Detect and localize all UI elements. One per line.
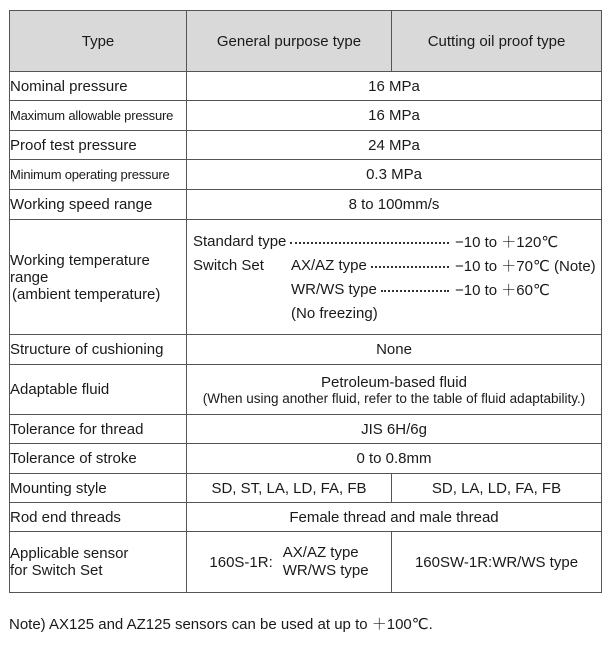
- sensor-general: [187, 532, 392, 593]
- temperature-label-line2: range: [10, 268, 49, 286]
- row-label: Maximum allowable pressure: [10, 101, 187, 131]
- row-value: 24 MPa: [187, 131, 602, 160]
- sensor-label: [10, 532, 187, 593]
- row-value: 16 MPa: [187, 72, 602, 101]
- sensor-general-block: [187, 544, 391, 580]
- table-row: [10, 160, 602, 190]
- mounting-cutting: SD, LA, LD, FA, FB: [392, 474, 602, 503]
- row-label: Proof test pressure: [10, 131, 187, 160]
- sensor-type-wrws: WR/WS type: [282, 562, 369, 579]
- header-general: General purpose type: [187, 11, 392, 72]
- row-value: JIS 6H/6g: [187, 415, 602, 444]
- row-label: Nominal pressure: [10, 72, 187, 101]
- row-value: 0 to 0.8mm: [187, 444, 602, 474]
- table-row: [10, 415, 602, 444]
- temperature-axaz: [193, 253, 601, 277]
- no-freezing: (No freezing): [291, 304, 378, 322]
- table-row: [10, 190, 602, 220]
- temperature-block: [187, 229, 601, 325]
- table-row: [10, 532, 602, 593]
- mounting-general: SD, ST, LA, LD, FA, FB: [187, 474, 392, 503]
- table-row: [10, 503, 602, 532]
- temperature-label-line3: (ambient temperature): [12, 285, 161, 303]
- leader-dots: [290, 242, 449, 244]
- sensor-types: [283, 544, 369, 580]
- sensor-type-axaz: AX/AZ type: [282, 544, 359, 561]
- sensor-label-line2: for Switch Set: [10, 562, 103, 579]
- fluid-value-line2: (When using another fluid, refer to the table of fluid adaptability.): [202, 390, 586, 406]
- temperature-freezing: [193, 301, 601, 325]
- sensor-cutting: 160SW-1R:WR/WS type: [392, 532, 602, 593]
- row-label: Tolerance of stroke: [10, 444, 187, 474]
- header-row: [10, 11, 602, 72]
- standard-value: −10 to ＋120℃: [455, 233, 559, 251]
- table-row: [10, 444, 602, 474]
- table-row: [10, 72, 602, 101]
- wrws-value: −10 to ＋60℃: [455, 281, 550, 299]
- temperature-standard: [193, 229, 601, 253]
- axaz-value: −10 to ＋70℃ (Note): [455, 257, 596, 275]
- leader-dots: [381, 290, 449, 292]
- axaz-label: AX/AZ type: [291, 256, 367, 274]
- temperature-label-line1: Working temperature: [10, 251, 150, 269]
- table-row: [10, 365, 602, 415]
- row-value: Female thread and male thread: [187, 503, 602, 532]
- switch-label: Switch Set: [193, 256, 264, 274]
- row-label: Adaptable fluid: [10, 365, 187, 415]
- header-cutting: Cutting oil proof type: [392, 11, 602, 72]
- row-label: Working speed range: [10, 190, 187, 220]
- table-row: [10, 101, 602, 131]
- fluid-value: [187, 365, 602, 415]
- wrws-label: WR/WS type: [291, 280, 377, 298]
- table-row: [10, 220, 602, 335]
- row-label: Tolerance for thread: [10, 415, 187, 444]
- row-value: None: [187, 335, 602, 365]
- sensor-model: 160S-1R:: [209, 553, 273, 571]
- temperature-wrws: [193, 277, 601, 301]
- header-type: Type: [10, 11, 187, 72]
- row-value: 8 to 100mm/s: [187, 190, 602, 220]
- row-label: Structure of cushioning: [10, 335, 187, 365]
- footnote: Note) AX125 and AZ125 sensors can be used at up to ＋100℃.: [9, 616, 433, 633]
- fluid-value-line1: Petroleum-based fluid: [321, 373, 467, 391]
- table-row: [10, 335, 602, 365]
- row-label: Mounting style: [10, 474, 187, 503]
- row-label: Minimum operating pressure: [10, 160, 187, 190]
- temperature-label: [10, 220, 187, 335]
- leader-dots: [371, 266, 449, 268]
- row-value: 0.3 MPa: [187, 160, 602, 190]
- sensor-label-line1: Applicable sensor: [10, 545, 129, 562]
- standard-label: Standard type: [193, 232, 287, 250]
- table-row: [10, 474, 602, 503]
- table-row: [10, 131, 602, 160]
- spec-table: [9, 10, 602, 593]
- row-value: 16 MPa: [187, 101, 602, 131]
- temperature-value: [187, 220, 602, 335]
- row-label: Rod end threads: [10, 503, 187, 532]
